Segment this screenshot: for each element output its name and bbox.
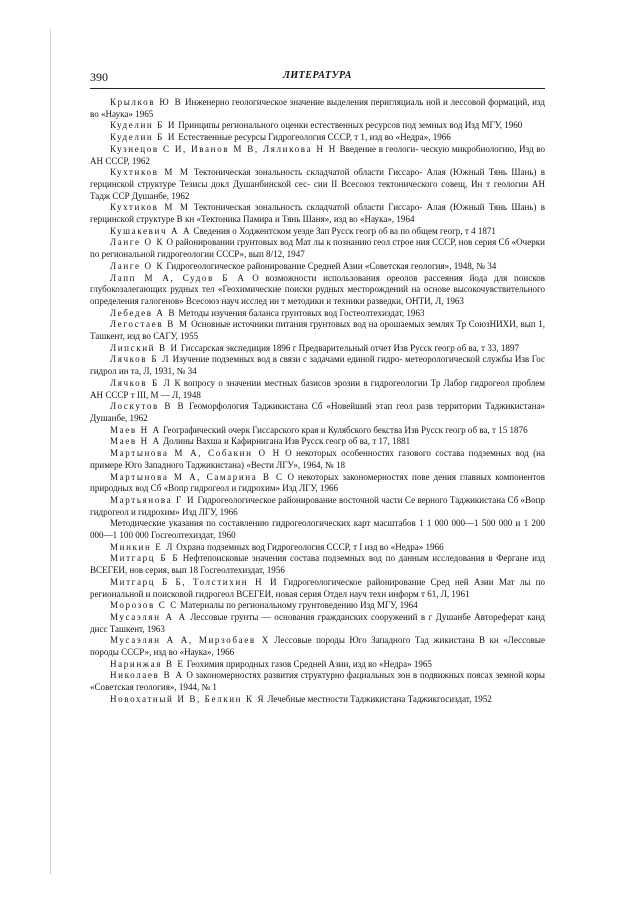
reference-author: Митгарц Б Б, Толстихин Н И — [110, 576, 279, 587]
page-number: 390 — [90, 70, 108, 84]
reference-text: Гидрогеологическое районирование Средней Азии «Советская геология», 1948, № 34 — [164, 260, 497, 271]
reference-entry — [90, 635, 545, 658]
reference-entry — [90, 120, 545, 132]
reference-author: Крылков Ю В — [110, 97, 183, 107]
reference-text: Естественные ресурсы Гидрогеология СССР, т 1, изд во «Недра», 1966 — [175, 132, 451, 143]
reference-entry — [90, 202, 545, 225]
reference-entry — [90, 319, 545, 342]
reference-text: О районировании грунтовых вод Мат лы к познанию геол строе ния СССР, нов серия Сб «Очерки по региональной гидрогеологии СССР», вып 8/12, 1947 — [90, 237, 545, 260]
reference-entry — [90, 167, 545, 202]
reference-author: Николаев В А — [110, 670, 184, 681]
reference-entry — [90, 354, 545, 377]
reference-text: Тектоническая зональность складчатой области Гиссаро- Алая (Южный Тянь Шань) в герцинской структуре Тезисы докл Душанбинской сес- сии II Всесоюз тектонического совещ, Ин т геологии АН Тадж ССР Душанбе, 1962 — [90, 167, 545, 201]
reference-author: Лячков Б Л — [110, 377, 172, 388]
reference-author: Мусаэлян А А, Мирзобаев Х — [110, 635, 270, 646]
reference-text: Основные источники питания грунтовых вод на орошаемых землях Тр СоюзНИХИ, вып 1, Ташкент, изд во САГУ, 1955 — [90, 319, 546, 342]
reference-text: К вопросу о значении местных базисов эрозии в гидрогеологии Тр Лабор гидрогеол проблем АН СССР т III, М — Л, 1948 — [90, 377, 545, 400]
reference-entry — [90, 401, 545, 424]
reference-author: Маев Н А — [110, 424, 161, 435]
reference-text: Геоморфология Таджикистана Сб «Новейший этап геол разв территории Таджикистана» Душанбе, 1962 — [90, 401, 545, 423]
reference-text: Введение в геологи- ческую микробиологию, Изд во АН СССР, 1962 — [90, 143, 545, 166]
reference-author: Мартынова М А, Собакин О Н — [110, 448, 281, 459]
reference-author: Кушакевич А А — [110, 225, 192, 236]
reference-entry — [90, 436, 545, 448]
reference-entry — [90, 226, 545, 238]
reference-text: Тектоническая зональность складчатой области Гиссаро- Алая (Южный Тянь Шань) в герцинской структуре В кн «Тектоника Памира и Тянь Шаня», изд во «Наука», 1964 — [90, 202, 545, 225]
reference-author: Маев Н А — [110, 436, 161, 447]
reference-entry — [90, 425, 545, 437]
reference-entry — [90, 144, 545, 167]
reference-list — [90, 97, 545, 706]
reference-text: Материалы по региональному грунтоведению Изд МГУ, 1964 — [177, 600, 418, 611]
reference-entry — [90, 612, 545, 635]
reference-author: Куделин Б И — [110, 120, 176, 131]
reference-author: Кузнецов С И, Иванов М В, Ляликова Н Н — [110, 143, 337, 154]
reference-text: Лечебные местности Таджикистана Таджикгосиздат, 1952 — [265, 693, 492, 704]
reference-text: Долины Вахша и Кафирнигана Изв Русск геогр об ва, т 17, 1881 — [160, 436, 411, 447]
running-title: ЛИТЕРАТУРА — [283, 70, 352, 81]
reference-entry — [90, 577, 545, 600]
reference-entry — [90, 97, 545, 120]
reference-entry — [90, 553, 545, 576]
reference-text: Нефтепоисковые значения состава подземных вод по данным исследования в Фергане изд ВСЕГЕИ, нов серия, вып 18 Госгеолтехиздат, 1956 — [90, 553, 545, 576]
reference-author: Легостаев В М — [110, 319, 189, 330]
reference-text: Изучение подземных вод в связи с задачами единой гидро- метеорологической службы Изв Гос гидрол ин та, Л, 1931, № 34 — [90, 354, 545, 377]
reference-text: Лессовые породы Юго Западного Тад жикистана В кн «Лессовые породы СССР», изд во «Наука», 1966 — [90, 635, 545, 658]
reference-text: Методы изучения баланса грунтовых вод Гостеолтехиздат, 1963 — [176, 307, 425, 318]
page-edge-line — [50, 29, 51, 874]
reference-entry — [90, 670, 545, 693]
reference-entry — [90, 659, 545, 671]
reference-entry — [90, 343, 545, 355]
reference-author: Лоскутов В В — [110, 401, 186, 412]
reference-entry — [90, 448, 545, 471]
reference-entry — [90, 261, 545, 273]
reference-author: Наринжая В Е — [110, 658, 185, 669]
reference-text: Географический очерк Гиссарского края и Кулябского бекства Изв Русск геогр об ва, т 15 1876 — [160, 424, 528, 435]
reference-text: Инженерно геологическое значение выделения перигляциаль ной и лессовой формаций, изд во «Наука» 1965 — [90, 97, 545, 119]
reference-author: Новохатный И В, Белкин К Я — [110, 693, 266, 704]
reference-author: Куделин Б И — [110, 132, 176, 143]
reference-entry — [90, 237, 545, 260]
reference-author: Ланге О К — [110, 237, 165, 248]
reference-text: Методические указания по составлению гидрогеологических карт масштабов 1 1 000 000—1 500 000 и 1 200 000—1 100 000 Госгеолтехиздат, 1960 — [90, 518, 545, 541]
reference-author: Ланге О К — [110, 260, 165, 271]
reference-author: Морозов С С — [110, 600, 178, 611]
reference-text: О возможности использования ореолов рассеяния йода для поисков глубокозалегающих рудных тел «Геохимические поиски рудных месторождений на основе высокочувствительного определения галогенов» Всесоюз науч исслед ин т методики и техники разведки, ОНТИ, Л, 1963 — [90, 272, 545, 306]
reference-entry — [90, 378, 545, 401]
reference-text: Гидрогеологическое районирование восточной части Се верного Таджикистана Сб «Вопр гидрогеол и гидрохим» Изд ЛГУ, 1966 — [90, 494, 545, 517]
reference-text: Охрана подземных вод Гидрогеология СССР, т I изд во «Недра» 1966 — [174, 541, 444, 552]
reference-text: О закономерностях развития структурно фациальных зон в подвижных поясах земной коры «Советская геология», 1944, № 1 — [90, 670, 545, 693]
reference-text: О некоторых закономерностях пове дения главных компонентов природных вод Сб «Вопр гидрогеол и гидрохим» Изд ЛГУ, 1966 — [90, 471, 545, 494]
reference-text: Принципы регионального оценки естественных ресурсов под земных вод Изд МГУ, 1960 — [175, 120, 523, 131]
reference-entry — [90, 600, 545, 612]
page-header — [90, 70, 545, 89]
reference-author: Лебедев А В — [110, 307, 177, 318]
reference-author: Мусаэлян А А — [110, 611, 187, 622]
reference-author: Липский В И — [110, 342, 179, 353]
reference-entry — [90, 694, 545, 706]
reference-author: Кухтиков М М — [110, 167, 190, 178]
reference-author: Митгарц Б Б — [110, 553, 180, 564]
reference-entry — [90, 495, 545, 518]
reference-author: Мартынова М А, Самарина В С — [110, 471, 284, 482]
reference-entry — [90, 273, 545, 308]
reference-author: Лапп М А, Судов Б А — [110, 272, 246, 283]
reference-author: Мартьянова Г И — [110, 494, 196, 505]
reference-entry — [90, 472, 545, 495]
reference-entry — [90, 308, 545, 320]
reference-text: Гидрогеологическое районирование Сред ней Азии Мат лы по региональной и поисковой гидрогеол ВСЕГЕИ, новая серия Отдел науч техн информ т 61, Л, 1961 — [90, 576, 546, 599]
reference-entry — [90, 518, 545, 541]
reference-text: Геохимия природных газов Средней Азии, изд во «Недра» 1965 — [184, 658, 432, 669]
reference-entry — [90, 132, 545, 144]
reference-author: Минкин Е Л — [110, 541, 174, 552]
reference-author: Лячков Б Л — [110, 354, 171, 365]
reference-text: О некоторых особенностях газового состава подземных вод (на примере Юго Западного Таджикистана) «Вести ЛГУ», 1964, № 18 — [90, 448, 545, 470]
reference-text: Гиссарская экспедиция 1896 г Предварительный отчет Изв Русск геогр об ва, т 33, 1897 — [178, 342, 520, 353]
reference-text: Сведения о Ходжентском уезде Зап Русск геогр об ва по общем геогр, т 4 1871 — [191, 225, 496, 236]
reference-entry — [90, 542, 545, 554]
reference-author: Кухтиков М М — [110, 202, 190, 213]
reference-text: Лессовые грунты — основания гражданских сооружений в г Душанбе Автореферат канд дисс Ташкент, 1963 — [90, 611, 545, 634]
